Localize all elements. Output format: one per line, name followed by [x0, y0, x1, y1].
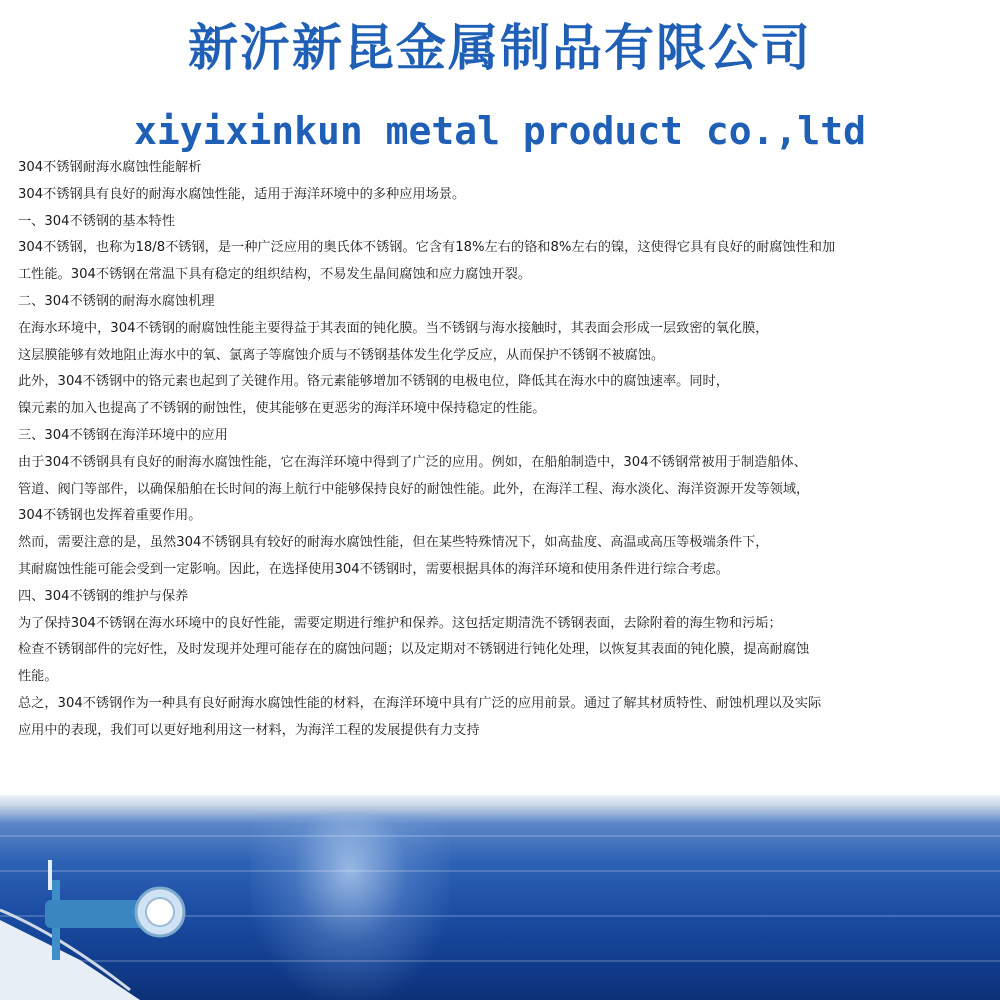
wave-line: [0, 835, 1000, 837]
article-paragraph: 总之，304不锈钢作为一种具有良好耐海水腐蚀性能的材料，在海洋环境中具有广泛的应用前景。通过了解其材质特性、耐蚀机理以及实际: [18, 695, 822, 711]
searchlight-lens: [146, 898, 174, 926]
article-paragraph: 管道、阀门等部件，以确保船舶在长时间的海上航行中能够保持良好的耐蚀性能。此外，在海洋工程、海水淡化、海洋资源开发等领域，: [18, 481, 810, 497]
article-paragraph: 由于304不锈钢具有良好的耐海水腐蚀性能，它在海洋环境中得到了广泛的应用。例如，在船舶制造中，304不锈钢常被用于制造船体、: [18, 454, 807, 470]
article-paragraph: 304不锈钢，也称为18/8不锈钢，是一种广泛应用的奥氏体不锈钢。它含有18%左右的铬和8%左右的镍，这使得它具有良好的耐腐蚀性和加: [18, 240, 836, 256]
article-paragraph: 然而，需要注意的是，虽然304不锈钢具有较好的耐海水腐蚀性能，但在某些特殊情况下，如高盐度、高温或高压等极端条件下，: [18, 535, 769, 551]
sun-reflection: [250, 815, 450, 1000]
section-heading: 一、304不锈钢的基本特性: [18, 213, 176, 229]
ship-deck-illustration: [0, 840, 200, 1000]
company-name-cn: 新沂新昆金属制品有限公司: [188, 19, 812, 77]
deck-pipe: [48, 860, 52, 890]
article-paragraph: 304不锈钢也发挥着重要作用。: [18, 508, 202, 524]
section-heading: 二、304不锈钢的耐海水腐蚀机理: [18, 293, 215, 309]
article-body: [18, 155, 988, 745]
section-heading: 四、304不锈钢的维护与保养: [18, 588, 189, 604]
article-paragraph: 这层膜能够有效地阻止海水中的氧、氯离子等腐蚀介质与不锈钢基体发生化学反应，从而保护不锈钢不被腐蚀。: [18, 347, 665, 363]
article-title: 304不锈钢耐海水腐蚀性能解析: [18, 160, 202, 175]
article-paragraph: 应用中的表现，我们可以更好地利用这一材料，为海洋工程的发展提供有力支持: [18, 722, 480, 738]
article-paragraph: 在海水环境中，304不锈钢的耐腐蚀性能主要得益于其表面的钝化膜。当不锈钢与海水接触时，其表面会形成一层致密的氧化膜，: [18, 320, 769, 336]
article-paragraph: 工性能。304不锈钢在常温下具有稳定的组织结构，不易发生晶间腐蚀和应力腐蚀开裂。: [18, 267, 532, 283]
article-paragraph: 304不锈钢具有良好的耐海水腐蚀性能，适用于海洋环境中的多种应用场景。: [18, 186, 466, 202]
article-paragraph: 镍元素的加入也提高了不锈钢的耐蚀性，使其能够在更恶劣的海洋环境中保持稳定的性能。: [18, 401, 546, 417]
company-name-en: xiyixinkun metal product co.,ltd: [133, 109, 867, 153]
article-paragraph: 检查不锈钢部件的完好性，及时发现并处理可能存在的腐蚀问题；以及定期对不锈钢进行钝化处理，以恢复其表面的钝化膜，提高耐腐蚀: [18, 642, 810, 658]
article-paragraph: 为了保持304不锈钢在海水环境中的良好性能，需要定期进行维护和保养。这包括定期清洗不锈钢表面，去除附着的海生物和污垢；: [18, 615, 782, 631]
ship-hull: [0, 920, 140, 1000]
article-paragraph: 此外，304不锈钢中的铬元素也起到了关键作用。铬元素能够增加不锈钢的电极电位，降低其在海水中的腐蚀速率。同时，: [18, 374, 729, 390]
article-paragraph: 性能。: [18, 669, 58, 685]
article-paragraph: 其耐腐蚀性能可能会受到一定影响。因此，在选择使用304不锈钢时，需要根据具体的海洋环境和使用条件进行综合考虑。: [18, 561, 729, 577]
section-heading: 三、304不锈钢在海洋环境中的应用: [18, 427, 228, 443]
